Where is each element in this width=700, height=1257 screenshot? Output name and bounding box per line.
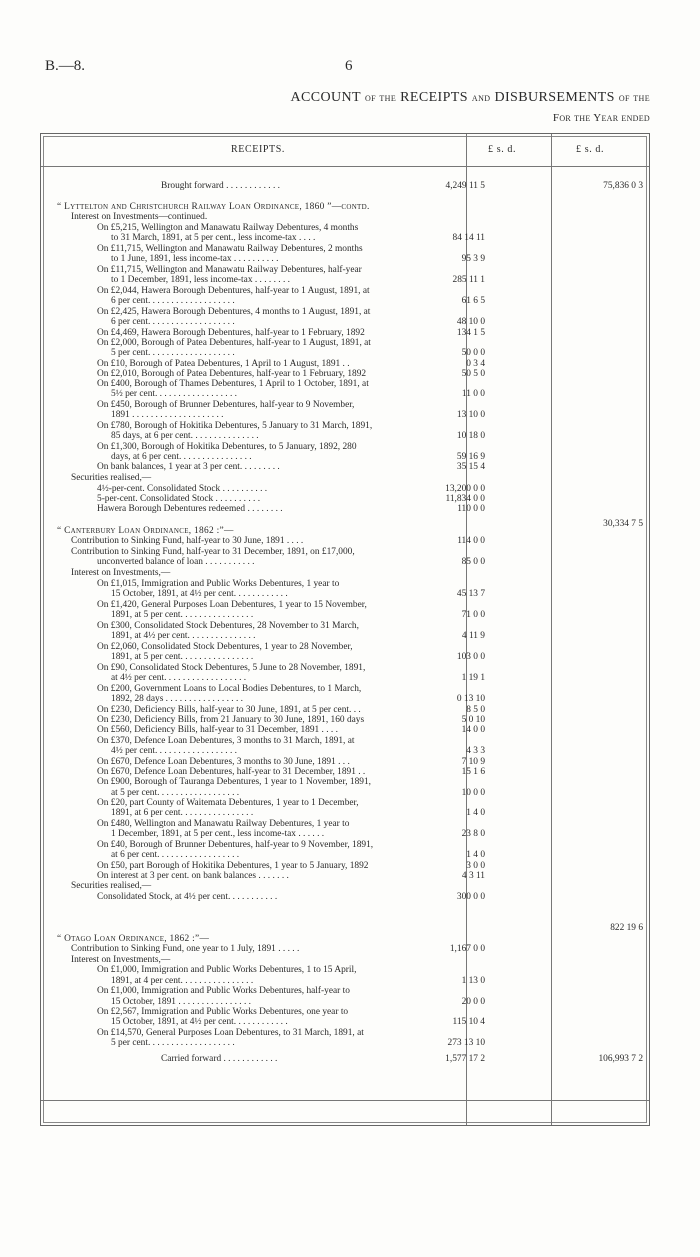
table-row <box>41 317 651 327</box>
table-row <box>41 808 651 818</box>
page-subtitle: For the Year ended <box>552 112 650 124</box>
row-amount: 11,834 0 0 <box>445 494 485 504</box>
row-description: Hawera Borough Debentures redeemed . . . . . . . . <box>97 504 283 514</box>
row-total: 75,836 0 3 <box>603 181 643 191</box>
table-row <box>41 673 651 683</box>
row-amount: 23 8 0 <box>461 829 485 839</box>
total-column-header: £ s. d. <box>576 144 605 155</box>
row-description: at 6 per cent. . . . . . . . . . . . . . . . . . <box>111 850 240 860</box>
table-row <box>41 400 651 410</box>
table-row <box>41 307 651 317</box>
row-amount: 1 4 0 <box>466 808 485 818</box>
table-row <box>41 705 651 715</box>
row-description: Interest on Investments,— <box>71 568 171 578</box>
table-row <box>41 494 651 504</box>
table-row <box>41 244 651 254</box>
table-row <box>41 767 651 777</box>
table-row <box>41 431 651 441</box>
row-amount: 10 0 0 <box>461 788 485 798</box>
row-description: On £230, Deficiency Bills, from 21 January to 30 June, 1891, 160 days <box>97 715 365 725</box>
table-row <box>41 547 651 557</box>
row-description: On £4,469, Hawera Borough Debentures, half-year to 1 February, 1892 <box>97 328 365 338</box>
table-row <box>41 589 651 599</box>
row-description: On £10, Borough of Patea Debentures, 1 April to 1 August, 1891 . . <box>97 359 350 369</box>
table-row <box>41 462 651 472</box>
row-description: 1891, at 5 per cent. . . . . . . . . . . . . . . . <box>111 652 254 662</box>
row-amount: 115 10 4 <box>452 1017 485 1027</box>
row-description: “ Otago Loan Ordinance, 1862 :”— <box>57 934 210 944</box>
row-description: Consolidated Stock, at 4½ per cent. . . . . . . . . . . <box>97 892 278 902</box>
row-amount: 50 0 0 <box>461 348 485 358</box>
row-description: Interest on Investments,— <box>71 955 171 965</box>
footer-rule <box>41 1100 649 1101</box>
row-description: 85 days, at 6 per cent. . . . . . . . . . . . . . . <box>111 431 259 441</box>
table-row <box>41 1017 651 1027</box>
row-description: On £1,300, Borough of Hokitika Debentures, to 5 January, 1892, 280 <box>97 442 357 452</box>
table-row <box>41 757 651 767</box>
row-description: On £2,425, Hawera Borough Debentures, 4 months to 1 August, 1891, at <box>97 307 371 317</box>
table-row <box>41 442 651 452</box>
row-amount: 85 0 0 <box>461 557 485 567</box>
row-description: Brought forward . . . . . . . . . . . . <box>161 181 280 191</box>
row-description: On £5,215, Wellington and Manawatu Railway Debentures, 4 months <box>97 223 359 233</box>
row-description: On £90, Consolidated Stock Debentures, 5 June to 28 November, 1891, <box>97 663 366 673</box>
table-row <box>41 181 651 191</box>
table-row <box>41 484 651 494</box>
table-row <box>41 955 651 965</box>
row-description: On £11,715, Wellington and Manawatu Railway Debentures, 2 months <box>97 244 363 254</box>
table-row <box>41 652 651 662</box>
row-description: On £670, Defence Loan Debentures, half-year to 31 December, 1891 . . <box>97 767 366 777</box>
row-amount: 48 10 0 <box>456 317 485 327</box>
row-description: “ Lyttelton and Christchurch Railway Loan Ordinance, 1860 ”—contd. <box>57 202 370 212</box>
row-description: On £560, Deficiency Bills, half-year to 31 December, 1891 . . . . <box>97 725 338 735</box>
row-amount: 7 10 9 <box>461 757 485 767</box>
receipts-column-header: RECEIPTS. <box>231 144 286 155</box>
table-row <box>41 881 651 891</box>
row-description: On interest at 3 per cent. on bank balances . . . . . . . <box>97 871 289 881</box>
row-amount: 50 5 0 <box>461 369 485 379</box>
row-amount: 15 1 6 <box>461 767 485 777</box>
row-description: to 31 March, 1891, at 5 per cent., less income-tax . . . . <box>111 233 316 243</box>
table-row <box>41 504 651 514</box>
row-description: 1891, at 6 per cent. . . . . . . . . . . . . . . . <box>111 808 254 818</box>
table-row <box>41 725 651 735</box>
row-description: 1892, 28 days . . . . . . . . . . . . . . . . . <box>111 694 244 704</box>
table-row <box>41 359 651 369</box>
row-description: 1891, at 4½ per cent. . . . . . . . . . . . . . . <box>111 631 256 641</box>
table-row <box>41 1054 651 1064</box>
table-row <box>41 338 651 348</box>
row-description: On £1,015, Immigration and Public Works Debentures, 1 year to <box>97 579 340 589</box>
row-amount: 4 11 9 <box>461 631 485 641</box>
amount-column-header: £ s. d. <box>488 144 517 155</box>
row-description: On £450, Borough of Brunner Debentures, half-year to 9 November, <box>97 400 355 410</box>
table-row <box>41 621 651 631</box>
row-description: 15 October, 1891 . . . . . . . . . . . . . . . . <box>111 997 251 1007</box>
row-description: On £1,000, Immigration and Public Works Debentures, 1 to 15 April, <box>97 965 357 975</box>
table-row <box>41 348 651 358</box>
row-description: Contribution to Sinking Fund, half-year to 30 June, 1891 . . . . <box>71 536 304 546</box>
table-row <box>41 829 651 839</box>
row-description: On £2,060, Consolidated Stock Debentures, 1 year to 28 November, <box>97 642 353 652</box>
table-row <box>41 923 651 933</box>
row-amount: 0 3 4 <box>466 359 485 369</box>
row-description: 6 per cent. . . . . . . . . . . . . . . . . . . <box>111 317 235 327</box>
row-amount: 1,167 0 0 <box>449 944 485 954</box>
table-row <box>41 997 651 1007</box>
table-row <box>41 736 651 746</box>
row-description: days, at 6 per cent. . . . . . . . . . . . . . . . <box>111 452 252 462</box>
row-description: 1891 . . . . . . . . . . . . . . . . . . . . <box>111 410 224 420</box>
table-row <box>41 389 651 399</box>
row-description: On £20, part County of Waitemata Debentures, 1 year to 1 December, <box>97 798 359 808</box>
table-row <box>41 871 651 881</box>
row-description: 5-per-cent. Consolidated Stock . . . . . . . . . . <box>97 494 261 504</box>
table-row <box>41 379 651 389</box>
row-amount: 1 13 0 <box>461 976 485 986</box>
row-description: 5½ per cent. . . . . . . . . . . . . . . . . . <box>111 389 238 399</box>
row-description: On £2,044, Hawera Borough Debentures, half-year to 1 August, 1891, at <box>97 286 370 296</box>
row-amount: 14 0 0 <box>461 725 485 735</box>
table-row <box>41 631 651 641</box>
table-row <box>41 642 651 652</box>
table-row <box>41 861 651 871</box>
row-amount: 13 10 0 <box>456 410 485 420</box>
table-row <box>41 892 651 902</box>
row-description: “ Canterbury Loan Ordinance, 1862 :”— <box>57 526 234 536</box>
row-description: On £2,010, Borough of Patea Debentures, half-year to 1 February, 1892 <box>97 369 367 379</box>
row-amount: 1 19 1 <box>461 673 485 683</box>
row-amount: 110 0 0 <box>457 504 485 514</box>
table-row <box>41 286 651 296</box>
row-description: On £11,715, Wellington and Manawatu Railway Debentures, half-year <box>97 265 362 275</box>
row-description: Securities realised,— <box>71 881 152 891</box>
row-description: 5 per cent. . . . . . . . . . . . . . . . . . . <box>111 348 235 358</box>
table-row <box>41 746 651 756</box>
row-amount: 134 1 5 <box>456 328 485 338</box>
row-amount: 10 18 0 <box>456 431 485 441</box>
table-row <box>41 610 651 620</box>
row-description: On £1,000, Immigration and Public Works Debentures, half-year to <box>97 986 350 996</box>
row-amount: 95 3 9 <box>461 254 485 264</box>
table-row <box>41 1038 651 1048</box>
row-description: On £200, Government Loans to Local Bodies Debentures, to 1 March, <box>97 684 362 694</box>
page-ref: B.—8. <box>45 58 86 74</box>
row-description: On £1,420, General Purposes Loan Debentures, 1 year to 15 November, <box>97 600 367 610</box>
table-row <box>41 275 651 285</box>
row-description: Contribution to Sinking Fund, one year to 1 July, 1891 . . . . . <box>71 944 300 954</box>
row-description: Securities realised,— <box>71 473 152 483</box>
row-amount: 4,249 11 5 <box>445 181 485 191</box>
row-description: 1891, at 4 per cent. . . . . . . . . . . . . . . . <box>111 976 254 986</box>
row-description: Interest on Investments—continued. <box>71 212 208 222</box>
row-description: On £230, Deficiency Bills, half-year to 30 June, 1891, at 5 per cent. . . <box>97 705 361 715</box>
table-row <box>41 421 651 431</box>
row-description: On £2,000, Borough of Patea Debentures, half-year to 1 August, 1891, at <box>97 338 371 348</box>
row-amount: 1,577 17 2 <box>445 1054 485 1064</box>
row-amount: 4 3 11 <box>461 871 485 881</box>
table-row <box>41 965 651 975</box>
row-total: 30,334 7 5 <box>603 519 643 529</box>
row-amount: 0 13 10 <box>456 694 485 704</box>
table-row <box>41 694 651 704</box>
table-row <box>41 850 651 860</box>
row-description: On £50, part Borough of Hokitika Debentures, 1 year to 5 January, 1892 <box>97 861 369 871</box>
row-description: On £780, Borough of Hokitika Debentures, 5 January to 31 March, 1891, <box>97 421 373 431</box>
row-description: On £370, Defence Loan Debentures, 3 months to 31 March, 1891, at <box>97 736 355 746</box>
row-amount: 45 13 7 <box>456 589 485 599</box>
table-row <box>41 819 651 829</box>
receipts-table <box>40 133 650 1126</box>
table-row <box>41 934 651 944</box>
table-row <box>41 568 651 578</box>
row-amount: 59 16 9 <box>456 452 485 462</box>
page-number: 6 <box>345 58 353 74</box>
row-description: 5 per cent. . . . . . . . . . . . . . . . . . . <box>111 1038 235 1048</box>
table-row <box>41 1028 651 1038</box>
row-total: 822 19 6 <box>610 923 643 933</box>
table-row <box>41 684 651 694</box>
table-row <box>41 840 651 850</box>
table-row <box>41 536 651 546</box>
header-rule <box>41 166 649 167</box>
table-row <box>41 798 651 808</box>
row-description: Contribution to Sinking Fund, half-year to 31 December, 1891, on £17,000, <box>71 547 355 557</box>
page-title <box>290 88 650 106</box>
row-description: On £40, Borough of Brunner Debentures, half-year to 9 November, 1891, <box>97 840 374 850</box>
row-amount: 103 0 0 <box>456 652 485 662</box>
row-description: On £14,570, General Purposes Loan Debentures, to 31 March, 1891, at <box>97 1028 364 1038</box>
row-description: 6 per cent. . . . . . . . . . . . . . . . . . . <box>111 296 235 306</box>
title-word-1: ACCOUNT <box>290 90 361 105</box>
row-amount: 35 15 4 <box>456 462 485 472</box>
row-description: to 1 June, 1891, less income-tax . . . . . . . . . . <box>111 254 279 264</box>
row-description: unconverted balance of loan . . . . . . . . . . . <box>97 557 255 567</box>
table-row <box>41 1007 651 1017</box>
row-amount: 114 0 0 <box>457 536 485 546</box>
row-amount: 84 14 11 <box>452 233 485 243</box>
row-amount: 5 0 10 <box>461 715 485 725</box>
row-amount: 4 3 3 <box>466 746 485 756</box>
row-description: at 5 per cent. . . . . . . . . . . . . . . . . . <box>111 788 240 798</box>
row-amount: 11 0 0 <box>461 389 485 399</box>
row-description: On £400, Borough of Thames Debentures, 1 April to 1 October, 1891, at <box>97 379 369 389</box>
table-row <box>41 715 651 725</box>
table-row <box>41 600 651 610</box>
table-row <box>41 265 651 275</box>
table-row <box>41 986 651 996</box>
row-description: 1 December, 1891, at 5 per cent., less income-tax . . . . . . <box>111 829 325 839</box>
row-description: 4½ per cent. . . . . . . . . . . . . . . . . . <box>111 746 238 756</box>
row-description: at 4½ per cent. . . . . . . . . . . . . . . . . . <box>111 673 247 683</box>
table-row <box>41 410 651 420</box>
table-row <box>41 233 651 243</box>
table-row <box>41 328 651 338</box>
title-word-6: of the <box>618 90 650 104</box>
table-row <box>41 788 651 798</box>
table-row <box>41 254 651 264</box>
row-description: On £2,567, Immigration and Public Works Debentures, one year to <box>97 1007 349 1017</box>
row-amount: 20 0 0 <box>461 997 485 1007</box>
row-amount: 8 5 0 <box>466 705 485 715</box>
table-row <box>41 976 651 986</box>
table-row <box>41 296 651 306</box>
row-amount: 273 13 10 <box>447 1038 485 1048</box>
row-total: 106,993 7 2 <box>598 1054 643 1064</box>
table-row <box>41 777 651 787</box>
row-amount: 300 0 0 <box>456 892 485 902</box>
table-row <box>41 526 651 536</box>
title-word-3: RECEIPTS <box>400 90 468 105</box>
row-description: to 1 December, 1891, less income-tax . . . . . . . . <box>111 275 291 285</box>
row-description: 4½-per-cent. Consolidated Stock . . . . . . . . . . <box>97 484 268 494</box>
row-amount: 285 11 1 <box>452 275 485 285</box>
row-description: On bank balances, 1 year at 3 per cent. . . . . . . . . <box>97 462 280 472</box>
row-amount: 13,200 0 0 <box>445 484 485 494</box>
table-row <box>41 579 651 589</box>
row-amount: 1 4 0 <box>466 850 485 860</box>
row-description: On £480, Wellington and Manawatu Railway Debentures, 1 year to <box>97 819 350 829</box>
row-description: 1891, at 5 per cent. . . . . . . . . . . . . . . . <box>111 610 254 620</box>
row-description: Carried forward . . . . . . . . . . . . <box>161 1054 278 1064</box>
row-amount: 61 6 5 <box>461 296 485 306</box>
row-description: 15 October, 1891, at 4½ per cent. . . . . . . . . . . . <box>111 1017 288 1027</box>
table-row <box>41 369 651 379</box>
table-row <box>41 473 651 483</box>
row-amount: 71 0 0 <box>461 610 485 620</box>
table-row <box>41 944 651 954</box>
table-row <box>41 202 651 212</box>
row-amount: 3 0 0 <box>466 861 485 871</box>
table-row <box>41 557 651 567</box>
title-word-4: and <box>471 90 491 104</box>
table-row <box>41 663 651 673</box>
table-row <box>41 452 651 462</box>
row-description: On £670, Defence Loan Debentures, 3 months to 30 June, 1891 . . . <box>97 757 350 767</box>
table-row <box>41 212 651 222</box>
row-description: On £300, Consolidated Stock Debentures, 28 November to 31 March, <box>97 621 359 631</box>
table-row <box>41 223 651 233</box>
row-description: On £900, Borough of Tauranga Debentures, 1 year to 1 November, 1891, <box>97 777 371 787</box>
row-description: 15 October, 1891, at 4½ per cent. . . . . . . . . . . . <box>111 589 288 599</box>
title-word-5: DISBURSEMENTS <box>494 90 615 105</box>
title-word-2: of the <box>364 90 397 104</box>
